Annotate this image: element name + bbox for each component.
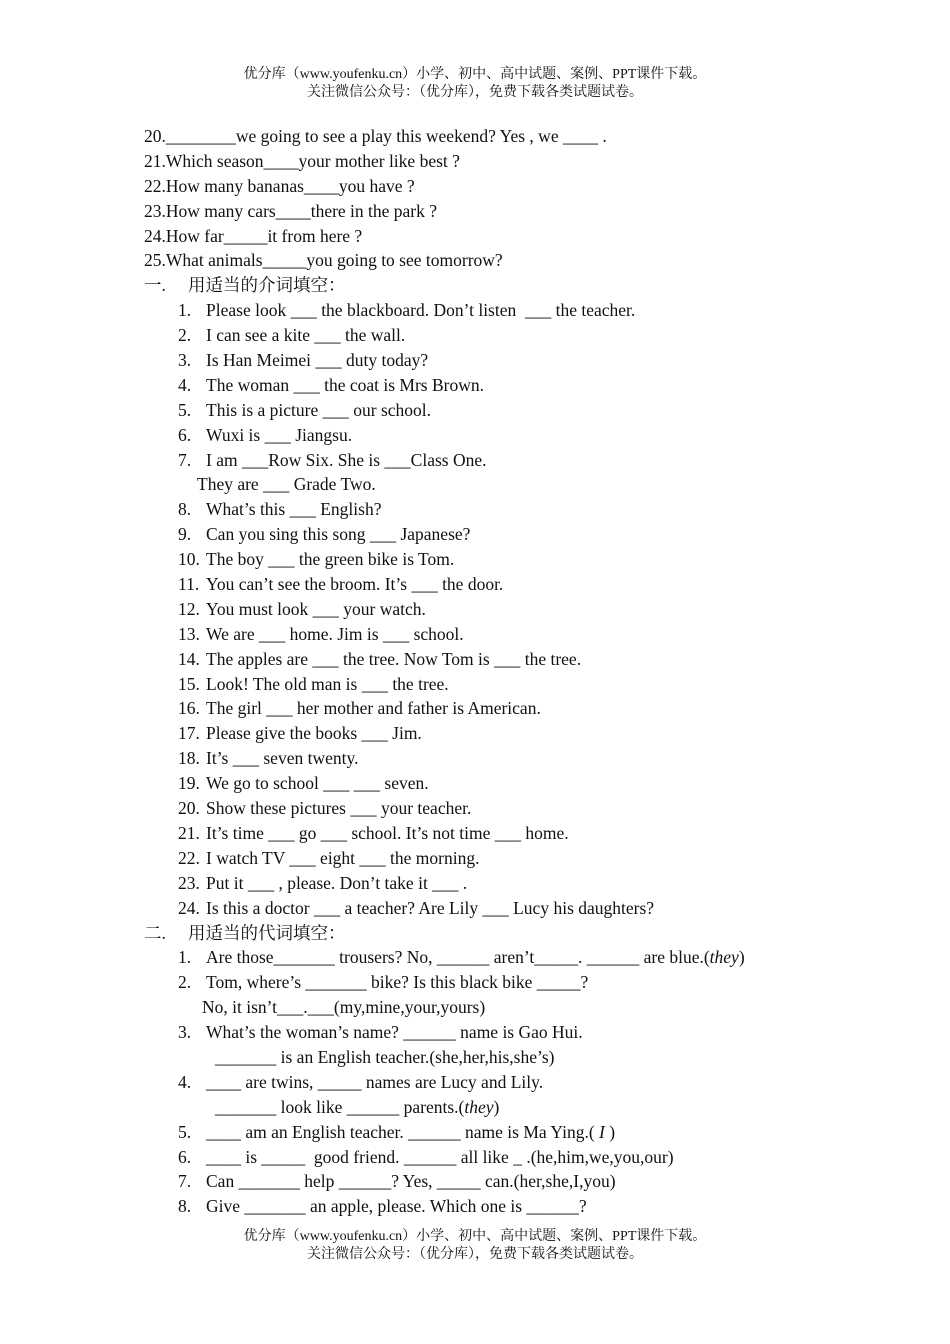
- item-text: ____ are twins, _____ names are Lucy and Lily.: [206, 1071, 544, 1092]
- item-text: Tom, where’s _______ bike? Is this black bike _____?: [206, 972, 589, 993]
- item-number: 8.: [178, 499, 192, 520]
- question-item: [144, 647, 844, 672]
- question-line: 22.How many bananas____you have ?: [144, 175, 415, 196]
- question-item: [144, 1194, 844, 1219]
- item-tail: ): [604, 1121, 616, 1142]
- question-item: [144, 721, 844, 746]
- item-text: Please give the books ___ Jim.: [206, 723, 422, 744]
- item-text: You can’t see the broom. It’s ___ the door.: [206, 574, 504, 595]
- item-number: 6.: [178, 1146, 192, 1167]
- section-title: 用适当的代词填空：: [188, 922, 346, 943]
- question-item: [144, 846, 844, 871]
- item-number: 3.: [178, 350, 192, 371]
- item-number: 22.: [178, 847, 200, 868]
- question-item: [144, 1169, 844, 1194]
- item-text: It’s ___ seven twenty.: [206, 748, 359, 769]
- section-number: 一.: [144, 275, 166, 296]
- item-text: Can you sing this song ___ Japanese?: [206, 524, 471, 545]
- page-header: [0, 66, 950, 102]
- section-number: 二.: [144, 922, 166, 943]
- footer-line-1: 优分库（www.youfenku.cn）小学、初中、高中试题、案例、PPT课件下载。: [243, 1229, 707, 1244]
- item-number: 15.: [178, 673, 200, 694]
- item-text: Is Han Meimei ___ duty today?: [206, 350, 429, 371]
- question-item: [144, 597, 844, 622]
- item-text: Give _______ an apple, please. Which one is ______?: [206, 1196, 587, 1217]
- question-item: [144, 746, 844, 771]
- continuation-text: _______ look like ______ parents.(: [215, 1096, 465, 1117]
- question-item: [144, 373, 844, 398]
- item-number: 8.: [178, 1196, 192, 1217]
- item-number: 1.: [178, 300, 192, 321]
- item-number: 2.: [178, 325, 192, 346]
- item-number: 23.: [178, 872, 200, 893]
- question-line: 25.What animals_____you going to see tomorrow?: [144, 250, 503, 271]
- item-hint: they: [709, 947, 739, 968]
- item-number: 20.: [178, 798, 200, 819]
- item-tail: ): [493, 1096, 500, 1117]
- item-text: Look! The old man is ___ the tree.: [206, 673, 449, 694]
- question-item: [144, 398, 844, 423]
- item-text: The apples are ___ the tree. Now Tom is ___ the tree.: [206, 648, 582, 669]
- question-item: [144, 547, 844, 572]
- question-item: [144, 970, 844, 995]
- item-number: 4.: [178, 374, 192, 395]
- question-item: [144, 448, 844, 473]
- item-text: Wuxi is ___ Jiangsu.: [206, 424, 353, 445]
- question-item: [144, 622, 844, 647]
- header-line-2: 关注微信公众号：（优分库），免费下载各类试题试卷。: [307, 85, 643, 100]
- question-item: [144, 1145, 844, 1170]
- item-number: 7.: [178, 1171, 192, 1192]
- item-text: Can _______ help ______? Yes, _____ can.(her,she,I,you): [206, 1171, 616, 1192]
- question-line: 23.How many cars____there in the park ?: [144, 200, 438, 221]
- section-1-items: [144, 298, 844, 920]
- item-number: 10.: [178, 549, 200, 570]
- item-number: 11.: [178, 574, 200, 595]
- item-text: What’s this ___ English?: [206, 499, 382, 520]
- item-tail: ): [738, 947, 745, 968]
- page-footer: [0, 1228, 950, 1264]
- question-item: [144, 497, 844, 522]
- item-text: The boy ___ the green bike is Tom.: [206, 549, 455, 570]
- item-number: 5.: [178, 399, 192, 420]
- header-line-1: 优分库（www.youfenku.cn）小学、初中、高中试题、案例、PPT课件下载。: [243, 67, 707, 82]
- item-hint: I: [599, 1121, 605, 1142]
- item-text: Are those_______ trousers? No, ______ aren’t_____. ______ are blue.(: [206, 947, 710, 968]
- item-number: 2.: [178, 972, 192, 993]
- question-item: [144, 298, 844, 323]
- item-number: 12.: [178, 598, 200, 619]
- part0-questions: [144, 124, 844, 273]
- item-text: What’s the woman’s name? ______ name is Gao Hui.: [206, 1022, 583, 1043]
- question-item: [144, 572, 844, 597]
- item-text: ____ is _____ good friend. ______ all like _ .(he,him,we,you,our): [206, 1146, 674, 1167]
- item-text: Is this a doctor ___ a teacher? Are Lily ___ Lucy his daughters?: [206, 897, 655, 918]
- item-number: 1.: [178, 947, 192, 968]
- item-number: 5.: [178, 1121, 192, 1142]
- section-2-items: [144, 945, 844, 1219]
- item-text: We go to school ___ ___ seven.: [206, 773, 429, 794]
- question-item: [144, 771, 844, 796]
- question-item: [144, 1020, 844, 1045]
- item-number: 16.: [178, 698, 200, 719]
- item-number: 14.: [178, 648, 200, 669]
- item-number: 17.: [178, 723, 200, 744]
- question-continuation: No, it isn’t___.___(my,mine,your,yours): [202, 997, 486, 1018]
- item-text: The girl ___ her mother and father is American.: [206, 698, 541, 719]
- question-item: [144, 871, 844, 896]
- question-line: 21.Which season____your mother like best ?: [144, 150, 460, 171]
- question-continuation: [144, 1095, 844, 1120]
- question-item: [144, 672, 844, 697]
- item-text: It’s time ___ go ___ school. It’s not time ___ home.: [206, 822, 569, 843]
- item-text: ____ am an English teacher. ______ name is Ma Ying.(: [206, 1121, 600, 1142]
- item-text: I can see a kite ___ the wall.: [206, 325, 406, 346]
- question-item: [144, 323, 844, 348]
- question-item: [144, 945, 844, 970]
- question-item: [144, 821, 844, 846]
- item-number: 21.: [178, 822, 200, 843]
- item-text: The woman ___ the coat is Mrs Brown.: [206, 374, 485, 395]
- item-text: Show these pictures ___ your teacher.: [206, 798, 472, 819]
- question-item: [144, 348, 844, 373]
- footer-line-2: 关注微信公众号：（优分库），免费下载各类试题试卷。: [307, 1247, 643, 1262]
- item-text: This is a picture ___ our school.: [206, 399, 432, 420]
- item-number: 9.: [178, 524, 192, 545]
- question-item: [144, 696, 844, 721]
- item-hint: they: [464, 1096, 494, 1117]
- question-item: [144, 896, 844, 921]
- question-item: [144, 1120, 844, 1145]
- item-number: 13.: [178, 623, 200, 644]
- question-item: [144, 796, 844, 821]
- question-line: 20.________we going to see a play this weekend? Yes , we ____ .: [144, 126, 607, 146]
- section-title: 用适当的介词填空：: [188, 275, 346, 296]
- item-text: Put it ___ , please. Don’t take it ___ .: [206, 872, 468, 893]
- section-1-heading: [144, 273, 844, 298]
- item-number: 6.: [178, 424, 192, 445]
- item-text: I am ___Row Six. She is ___Class One.: [206, 449, 487, 470]
- question-continuation: _______ is an English teacher.(she,her,his,she’s): [215, 1046, 555, 1067]
- item-number: 18.: [178, 748, 200, 769]
- question-continuation: They are ___ Grade Two.: [197, 474, 376, 495]
- item-text: You must look ___ your watch.: [206, 598, 426, 619]
- item-text: Please look ___ the blackboard. Don’t listen ___ the teacher.: [206, 300, 636, 321]
- item-number: 7.: [178, 449, 192, 470]
- question-item: [144, 522, 844, 547]
- item-text: We are ___ home. Jim is ___ school.: [206, 623, 464, 644]
- worksheet-body: [144, 124, 844, 1219]
- item-text: I watch TV ___ eight ___ the morning.: [206, 847, 480, 868]
- question-line: 24.How far_____it from here ?: [144, 225, 363, 246]
- question-item: [144, 423, 844, 448]
- item-number: 3.: [178, 1022, 192, 1043]
- section-2-heading: [144, 921, 844, 946]
- item-number: 19.: [178, 773, 200, 794]
- question-item: [144, 1070, 844, 1095]
- item-number: 24.: [178, 897, 200, 918]
- item-number: 4.: [178, 1071, 192, 1092]
